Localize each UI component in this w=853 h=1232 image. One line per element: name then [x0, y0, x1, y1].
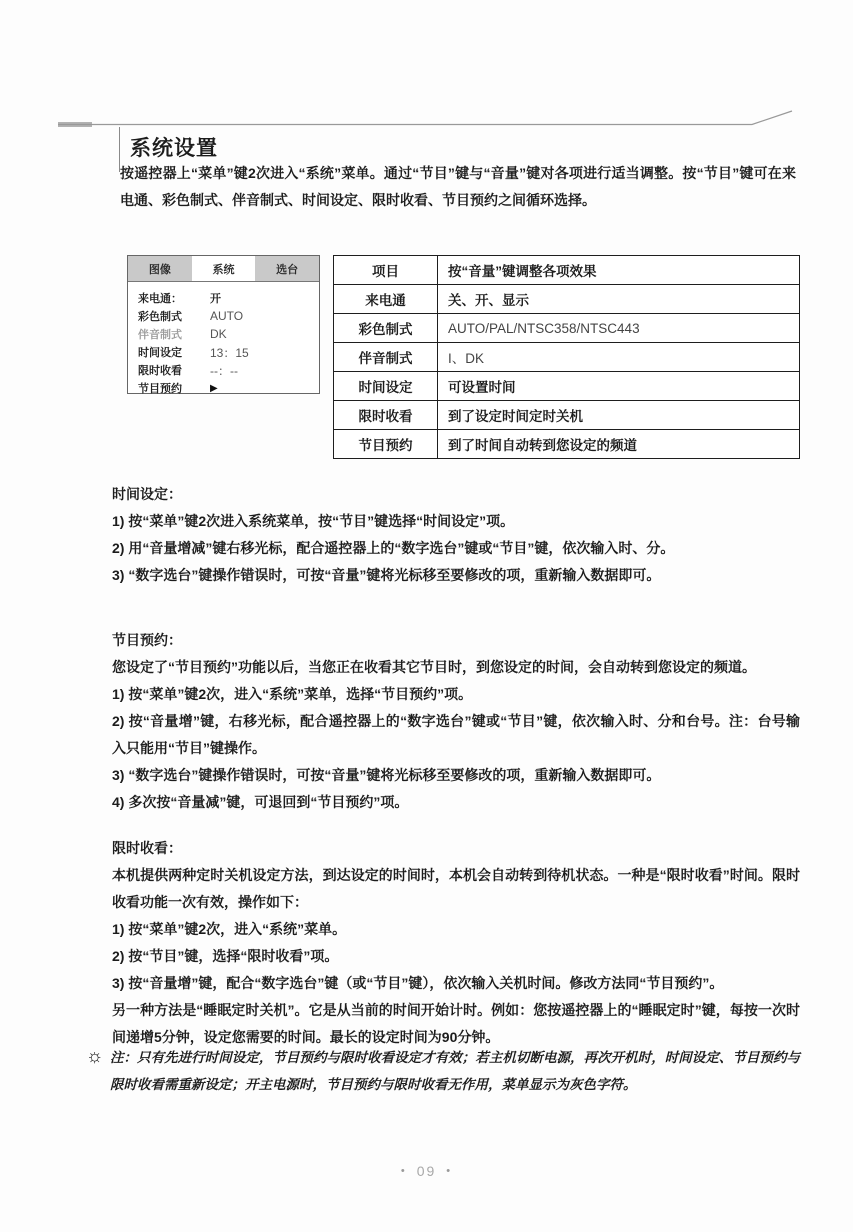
instruction-line: 3) “数字选台”键操作错误时，可按“音量”键将光标移至要修改的项，重新输入数据即可。: [112, 567, 661, 583]
header-rule-decoration: [0, 100, 853, 140]
instruction-line: 您设定了“节目预约”功能以后，当您正在收看其它节目时，到您设定的时间，会自动转到您设定的频道。: [112, 659, 756, 675]
footnote-text: 注：只有先进行时间设定，节目预约与限时收看设定才有效；若主机切断电源，再次开机时，时间设定、节目预约与限时收看需重新设定；开主电源时，节目预约与限时收看无作用，菜单显示为灰色字符。: [110, 1050, 800, 1092]
instruction-line: 2) 用“音量增减”键右移光标，配合遥控器上的“数字选台”键或“节目”键，依次输入时、分。: [112, 540, 675, 556]
osd-item-color-system: 彩色制式 AUTO: [138, 309, 244, 323]
section-timed-viewing: [112, 835, 800, 1051]
bullet-icon: •: [400, 1165, 407, 1177]
osd-item-program-reserve: 节目预约 ▶: [138, 382, 218, 395]
sun-note-icon: ☼: [86, 1046, 104, 1067]
instruction-line: 2) 按“音量增”键，右移光标，配合遥控器上的“数字选台”键或“节目”键，依次输入时、分和台号。注：台号输入只能用“节目”键操作。: [112, 713, 800, 756]
section-heading: 限时收看：: [112, 840, 182, 856]
tv-osd-menu-screenshot: [127, 255, 320, 394]
footnote: [86, 1044, 800, 1098]
table-row: 限时收看 到了设定时间定时关机: [334, 401, 800, 430]
osd-item-timed-viewing: 限时收看 --：--: [138, 363, 238, 378]
section-program-reservation: [112, 627, 800, 816]
section-time-setting: [112, 481, 800, 589]
col-header-effect: 按“音量”键调整各项效果: [438, 256, 800, 285]
osd-tab-channel: 选台: [276, 263, 299, 276]
osd-tab-bar: [128, 256, 319, 282]
instruction-line: 3) “数字选台”键操作错误时，可按“音量”键将光标移至要修改的项，重新输入数据即可。: [112, 767, 661, 783]
instruction-line: 1) 按“菜单”键2次，进入“系统”菜单。: [112, 921, 347, 937]
instruction-line: 1) 按“菜单”键2次进入系统菜单，按“节目”键选择“时间设定”项。: [112, 513, 515, 529]
osd-item-caller-id: 来电通： 开: [138, 293, 221, 305]
settings-options-table: [333, 255, 800, 459]
table-row: 节目预约 到了时间自动转到您设定的频道: [334, 430, 800, 459]
osd-tab-system: 系统: [192, 256, 256, 281]
page-number: [0, 1163, 853, 1179]
section-heading: 时间设定：: [112, 486, 182, 502]
instruction-line: 另一种方法是“睡眠定时关机”。它是从当前的时间开始计时。例如：您按遥控器上的“睡眠定时”键，每按一次时间递增5分钟，设定您需要的时间。最长的设定时间为90分钟。: [112, 1002, 800, 1045]
table-row: 时间设定 可设置时间: [334, 372, 800, 401]
instruction-line: 3) 按“音量增”键，配合“数字选台”键（或“节目”键），依次输入关机时间。修改方法同“节目预约”。: [112, 975, 724, 991]
col-header-item: 项目: [334, 256, 438, 285]
table-row: 彩色制式 AUTO/PAL/NTSC358/NTSC443: [334, 314, 800, 343]
osd-tab-picture: 图像: [148, 263, 171, 276]
intro-paragraph: 按遥控器上“菜单”键2次进入“系统”菜单。通过“节目”键与“音量”键对各项进行适当调整。按“节目”键可在来电通、彩色制式、伴音制式、时间设定、限时收看、节目预约之间循环选择。: [120, 165, 796, 208]
figure-row: [127, 255, 807, 459]
table-header-row: [334, 256, 800, 285]
osd-menu-items: [128, 282, 319, 397]
bullet-icon: •: [446, 1165, 453, 1177]
instruction-line: 1) 按“菜单”键2次，进入“系统”菜单，选择“节目预约”项。: [112, 686, 473, 702]
right-triangle-icon: ▶: [210, 382, 218, 394]
section-heading: 节目预约：: [112, 632, 182, 648]
instruction-line: 本机提供两种定时关机设定方法，到达设定的时间时，本机会自动转到待机状态。一种是“限时收看”时间。限时收看功能一次有效，操作如下：: [112, 867, 800, 910]
page-title: 系统设置: [130, 137, 218, 160]
table-row: 伴音制式 I、DK: [334, 343, 800, 372]
instruction-line: 2) 按“节目”键，选择“限时收看”项。: [112, 948, 339, 964]
table-row: 来电通 关、开、显示: [334, 285, 800, 314]
osd-item-sound-system: 伴音制式 DK: [138, 327, 227, 341]
instruction-line: 4) 多次按“音量减”键，可退回到“节目预约”项。: [112, 794, 409, 810]
page-number-value: 09: [416, 1163, 437, 1179]
osd-item-time-setting: 时间设定 13：15: [138, 345, 249, 360]
